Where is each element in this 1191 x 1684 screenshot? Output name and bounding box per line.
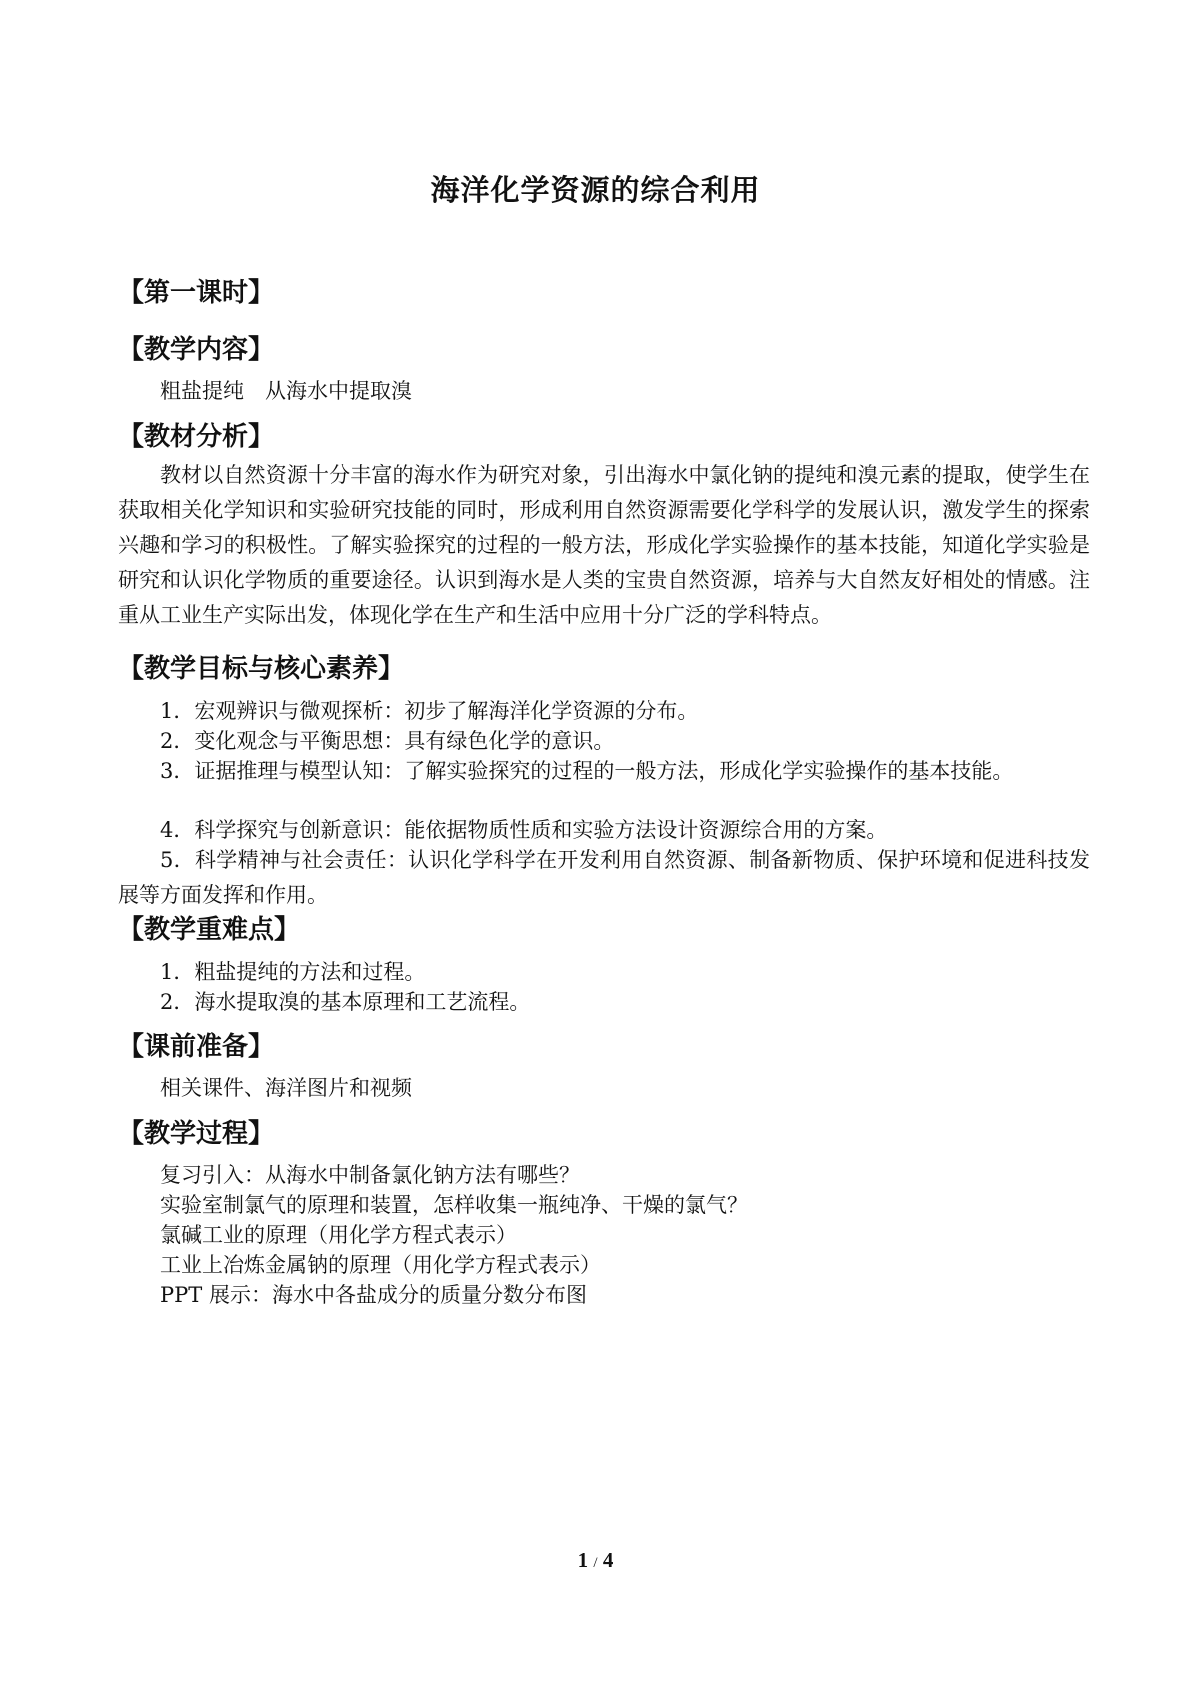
process-line: PPT 展示：海水中各盐成分的质量分数分布图 bbox=[160, 1283, 587, 1307]
process-line: 氯碱工业的原理（用化学方程式表示） bbox=[160, 1223, 517, 1247]
process-line: 复习引入：从海水中制备氯化钠方法有哪些？ bbox=[160, 1163, 580, 1187]
page-number bbox=[0, 1548, 1191, 1573]
key-point-item: 2．海水提取溴的基本原理和工艺流程。 bbox=[160, 990, 531, 1014]
content-text: 粗盐提纯 从海水中提取溴 bbox=[160, 379, 412, 403]
section-heading-key-points: 【教学重难点】 bbox=[118, 915, 301, 945]
objective-item: 4．科学探究与创新意识：能依据物质性质和实验方法设计资源综合用的方案。 bbox=[160, 818, 888, 842]
process-line: 实验室制氯气的原理和装置，怎样收集一瓶纯净、干燥的氯气？ bbox=[160, 1193, 748, 1217]
objective-item: 5．科学精神与社会责任：认识化学科学在开发利用自然资源、制备新物质、保护环境和促进科技发展等方面发挥和作用。 bbox=[118, 848, 1090, 907]
preparation-text: 相关课件、海洋图片和视频 bbox=[160, 1076, 412, 1100]
section-heading-lesson: 【第一课时】 bbox=[118, 278, 275, 308]
section-heading-preparation: 【课前准备】 bbox=[118, 1032, 275, 1062]
section-heading-analysis: 【教材分析】 bbox=[118, 422, 275, 452]
section-heading-objectives: 【教学目标与核心素养】 bbox=[118, 654, 405, 684]
section-heading-process: 【教学过程】 bbox=[118, 1119, 275, 1149]
analysis-paragraph: 教材以自然资源十分丰富的海水作为研究对象，引出海水中氯化钠的提纯和溴元素的提取，使学生在获取相关化学知识和实验研究技能的同时，形成利用自然资源需要化学科学的发展认识，激发学生的探索兴趣和学习的积极性。了解实验探究的过程的一般方法，形成化学实验操作的基本技能，知道化学实验是研究和认识化学物质的重要途径。认识到海水是人类的宝贵自然资源，培养与大自然友好相处的情感。注重从工业生产实际出发，体现化学在生产和生活中应用十分广泛的学科特点。 bbox=[118, 463, 1090, 627]
page-title: 海洋化学资源的综合利用 bbox=[430, 173, 761, 207]
page-separator: / bbox=[593, 1555, 598, 1571]
key-point-item: 1．粗盐提纯的方法和过程。 bbox=[160, 960, 426, 984]
objective-item: 1．宏观辨识与微观探析：初步了解海洋化学资源的分布。 bbox=[160, 699, 699, 723]
process-line: 工业上冶炼金属钠的原理（用化学方程式表示） bbox=[160, 1253, 601, 1277]
section-heading-content: 【教学内容】 bbox=[118, 335, 275, 365]
page-total: 4 bbox=[602, 1548, 614, 1572]
objective-item: 2．变化观念与平衡思想：具有绿色化学的意识。 bbox=[160, 729, 615, 753]
page-current: 1 bbox=[577, 1548, 589, 1572]
objective-item: 3．证据推理与模型认知：了解实验探究的过程的一般方法，形成化学实验操作的基本技能。 bbox=[160, 759, 1014, 783]
